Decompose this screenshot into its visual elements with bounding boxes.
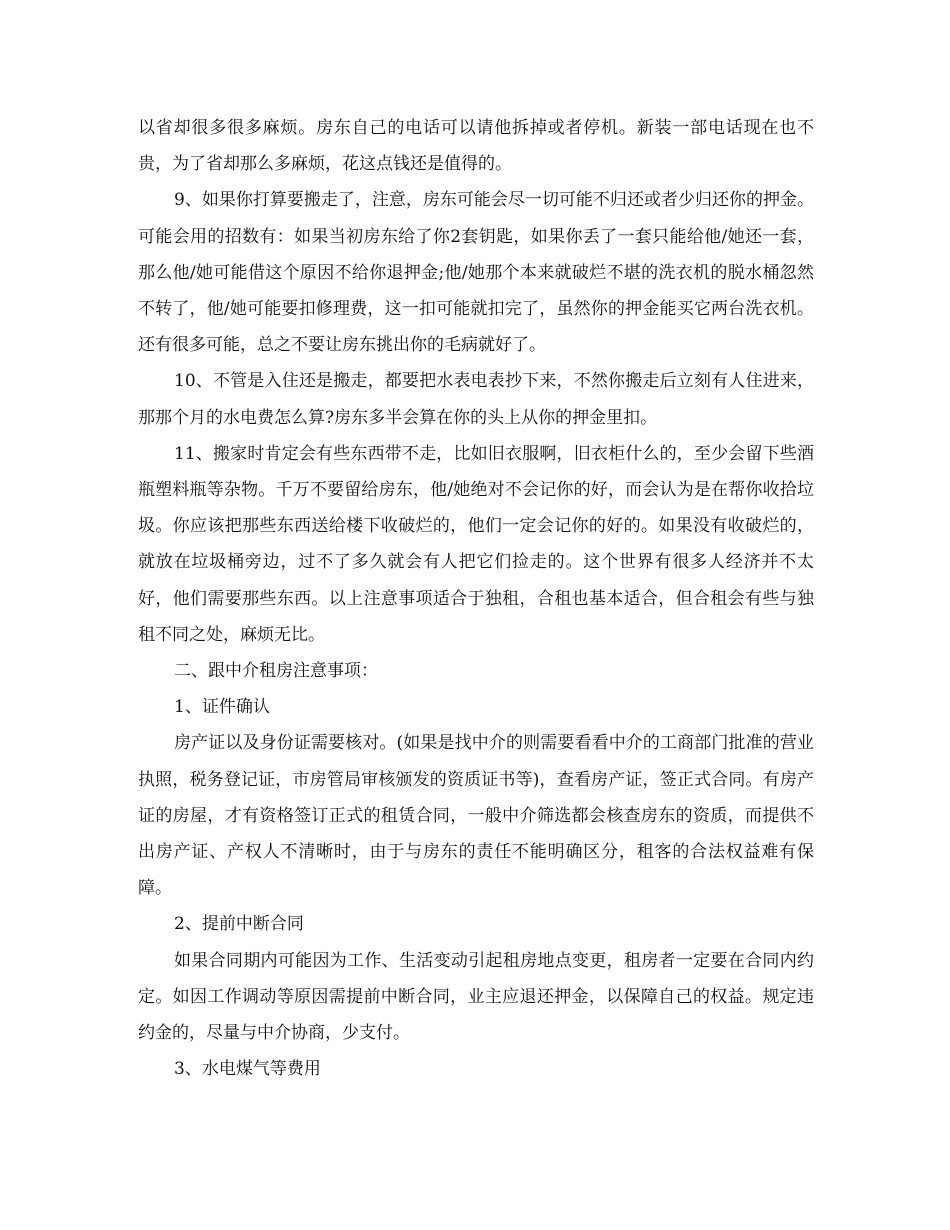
paragraph-early-termination: 如果合同期内可能因为工作、生活变动引起租房地点变更，租房者一定要在合同内约定。如因工作调动等原因需提前中断合同，业主应退还押金，以保障自己的权益。规定违约金的，尽量与中介协商，少支付。 — [138, 950, 814, 1044]
subheading-document-verification: 1、证件确认 — [174, 697, 270, 718]
subheading-utility-fees: 3、水电煤气等费用 — [174, 1059, 321, 1080]
document-body — [138, 110, 814, 1087]
paragraph-item-11: 11、搬家时肯定会有些东西带不走，比如旧衣服啊，旧衣柜什么的，至少会留下些酒瓶塑料瓶等杂物。千万不要留给房东，他/她绝对不会记你的好，而会认为是在帮你收拾垃圾。你应该把那些东西送给楼下收破烂的，他们一定会记你的好的。如果没有收破烂的，就放在垃圾桶旁边，过不了多久就会有人把它们捡走的。这个世界有很多人经济并不太好，他们需要那些东西。以上注意事项适合于独租，合租也基本适合，但合租会有些与独租不同之处，麻烦无比。 — [138, 443, 814, 645]
paragraph-continuation: 以省却很多很多麻烦。房东自己的电话可以请他拆掉或者停机。新装一部电话现在也不贵，为了省却那么多麻烦，花这点钱还是值得的。 — [138, 118, 814, 175]
subheading-early-termination: 2、提前中断合同 — [174, 914, 304, 935]
paragraph-item-9: 9、如果你打算要搬走了，注意，房东可能会尽一切可能不归还或者少归还你的押金。可能会用的招数有：如果当初房东给了你2套钥匙，如果你丢了一套只能给他/她还一套，那么他/她可能借这个原因不给你退押金;他/她那个本来就破烂不堪的洗衣机的脱水桶忽然不转了，他/她可能要扣修理费，这一扣可能就扣完了，虽然你的押金能买它两台洗衣机。还有很多可能，总之不要让房东挑出你的毛病就好了。 — [138, 190, 814, 356]
paragraph-document-verification: 房产证以及身份证需要核对。(如果是找中介的则需要看看中介的工商部门批准的营业执照，税务登记证，市房管局审核颁发的资质证书等)，查看房产证，签正式合同。有房产证的房屋，才有资格签订正式的租赁合同，一般中介筛选都会核查房东的资质，而提供不出房产证、产权人不清晰时，由于与房东的责任不能明确区分，租客的合法权益难有保障。 — [138, 733, 814, 899]
section-heading-agency-rental: 二、跟中介租房注意事项： — [174, 661, 378, 682]
paragraph-item-10: 10、不管是入住还是搬走，都要把水表电表抄下来，不然你搬走后立刻有人住进来，那那个月的水电费怎么算?房东多半会算在你的头上从你的押金里扣。 — [138, 371, 814, 428]
